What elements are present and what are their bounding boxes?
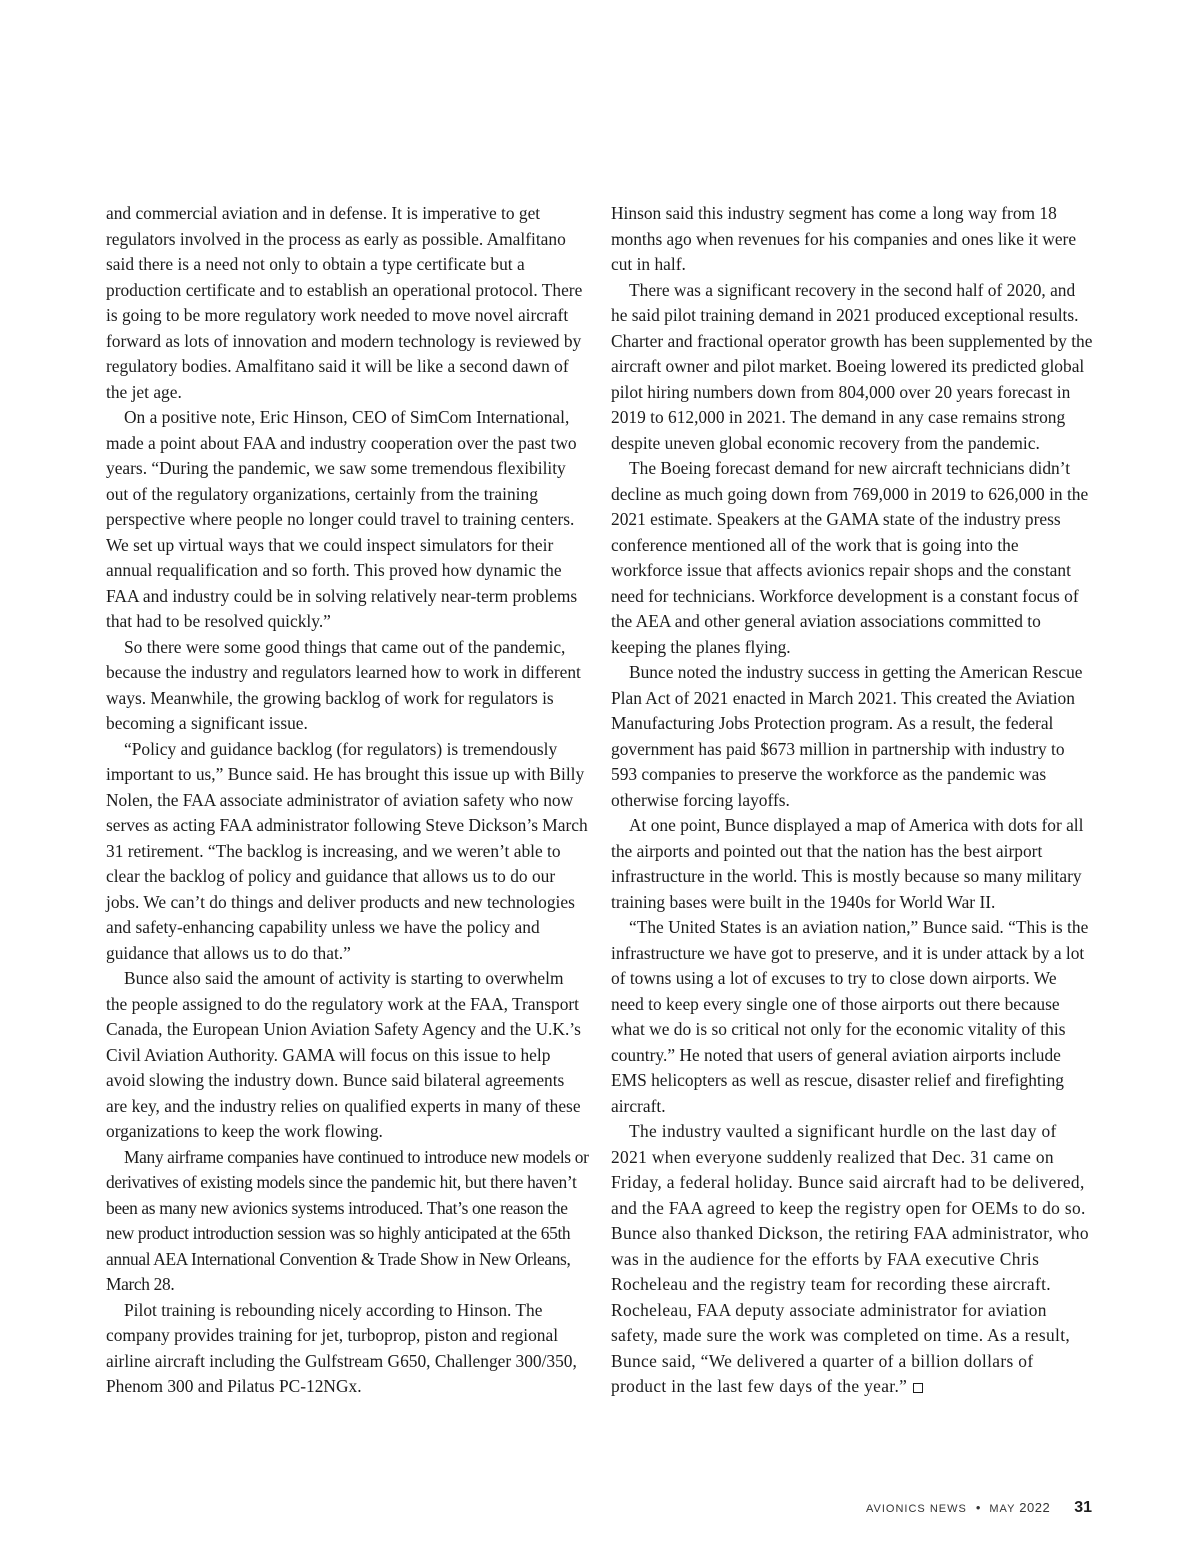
paragraph: Many airframe companies have continued to introduce new models or derivatives of existing models since the pandemic hit, but there haven’t been as many new avionics systems introduced. That’s one reason the new product introduction session was so highly anticipated at the 65th annual AEA International Convention & Trade Show in New Orleans, March 28.: [106, 1146, 589, 1294]
page-footer: [866, 1499, 1092, 1517]
footer-separator: •: [975, 1500, 981, 1515]
paragraph: So there were some good things that came out of the pandemic, because the industry and regulators learned how to work in different ways. Meanwhile, the growing backlog of work for regulators is becoming a significant issue.: [106, 636, 581, 733]
paragraph: At one point, Bunce displayed a map of America with dots for all the airports and pointed out that the nation has the best airport infrastructure in the world. This is mostly because so many military training bases were built in the 1940s for World War II.: [611, 815, 1084, 912]
publication-name: AVIONICS NEWS: [866, 1503, 967, 1515]
paragraph: “The United States is an aviation nation,” Bunce said. “This is the infrastructure we have got to preserve, and it is under attack by a lot of towns using a lot of excuses to try to close down airports. We need to keep every single one of those airports out there because what we do is so critical not only for the economic vitality of this country.” He noted that users of general aviation airports include EMS helicopters as well as rescue, disaster relief and firefighting aircraft.: [611, 917, 1089, 1116]
end-of-article-icon: [913, 1383, 923, 1393]
paragraph: There was a significant recovery in the second half of 2020, and he said pilot training demand in 2021 produced exceptional results. Charter and fractional operator growth has been supplemented by the aircraft owner and pilot market. Boeing lowered its predicted global pilot hiring numbers down from 804,000 over 20 years forecast in 2019 to 612,000 in 2021. The demand in any case remains strong despite uneven global economic recovery from the pandemic.: [611, 279, 1093, 453]
paragraph: “Policy and guidance backlog (for regulators) is tremendously important to us,” Bunce said. He has brought this issue up with Billy Nolen, the FAA associate administrator of aviation safety who now serves as acting FAA administrator following Steve Dickson’s March 31 retirement. “The backlog is increasing, and we weren’t able to clear the backlog of policy and guidance that allows us to do our jobs. We can’t do things and deliver products and new technologies and safety-enhancing capability unless we have the policy and guidance that allows us to do that.”: [106, 738, 588, 963]
issue-year: 2022: [1019, 1500, 1051, 1515]
paragraph: Pilot training is rebounding nicely according to Hinson. The company provides training for jet, turboprop, piston and regional airline aircraft including the Gulfstream G650, Challenger 300/350, Phenom 300 and Pilatus PC-12NGx.: [106, 1299, 577, 1396]
issue-date: [989, 1500, 1050, 1515]
paragraph: Hinson said this industry segment has come a long way from 18 months ago when revenues for his companies and ones like it were cut in half.: [611, 203, 1077, 274]
paragraph: The Boeing forecast demand for new aircraft technicians didn’t decline as much going down from 769,000 in 2019 to 626,000 in the 2021 estimate. Speakers at the GAMA state of the industry press conference mentioned all of the work that is going into the workforce issue that affects avionics repair shops and the constant need for technicians. Workforce development is a constant focus of the AEA and other general aviation associations committed to keeping the planes flying.: [611, 458, 1089, 657]
paragraph-final: [611, 1119, 1093, 1400]
page-number: 31: [1074, 1499, 1092, 1516]
paragraph: On a positive note, Eric Hinson, CEO of SimCom International, made a point about FAA and industry cooperation over the past two years. “During the pandemic, we saw some tremendous flexibility out of the regulatory organizations, certainly from the training perspective where people no longer could travel to training centers. We set up virtual ways that we could inspect simulators for their annual requalification and so forth. This proved how dynamic the FAA and industry could be in solving relatively near-term problems that had to be resolved quickly.”: [106, 407, 578, 631]
issue-month: MAY: [989, 1503, 1016, 1515]
right-text-column: [611, 201, 1093, 1400]
paragraph: Bunce noted the industry success in getting the American Rescue Plan Act of 2021 enacted in March 2021. This created the Aviation Manufacturing Jobs Protection program. As a result, the federal government has paid $673 million in partnership with industry to 593 companies to preserve the workforce as the pandemic was otherwise forcing layoffs.: [611, 662, 1083, 810]
left-text-column: [106, 201, 589, 1400]
paragraph-text: The industry vaulted a significant hurdle on the last day of 2021 when everyone suddenly realized that Dec. 31 came on Friday, a federal holiday. Bunce said aircraft had to be delivered, and the FAA agreed to keep the registry open for OEMs to do so. Bunce also thanked Dickson, the retiring FAA administrator, who was in the audience for the efforts by FAA executive Chris Rocheleau and the registry team for recording these aircraft. Rocheleau, FAA deputy associate administrator for aviation safety, made sure the work was completed on time. As a result, Bunce said, “We delivered a quarter of a billion dollars of product in the last few days of the year.”: [611, 1121, 1089, 1396]
paragraph: and commercial aviation and in defense. It is imperative to get regulators involved in the process as early as possible. Amalfitano said there is a need not only to obtain a type certificate but a production certificate and to establish an operational protocol. There is going to be more regulatory work needed to move novel aircraft forward as lots of innovation and modern technology is reviewed by regulatory bodies. Amalfitano said it will be like a second dawn of the jet age.: [106, 203, 583, 402]
paragraph: Bunce also said the amount of activity is starting to overwhelm the people assigned to do the regulatory work at the FAA, Transport Canada, the European Union Aviation Safety Agency and the U.K.’s Civil Aviation Authority. GAMA will focus on this issue to help avoid slowing the industry down. Bunce said bilateral agreements are key, and the industry relies on qualified experts in many of these organizations to keep the work flowing.: [106, 968, 581, 1141]
